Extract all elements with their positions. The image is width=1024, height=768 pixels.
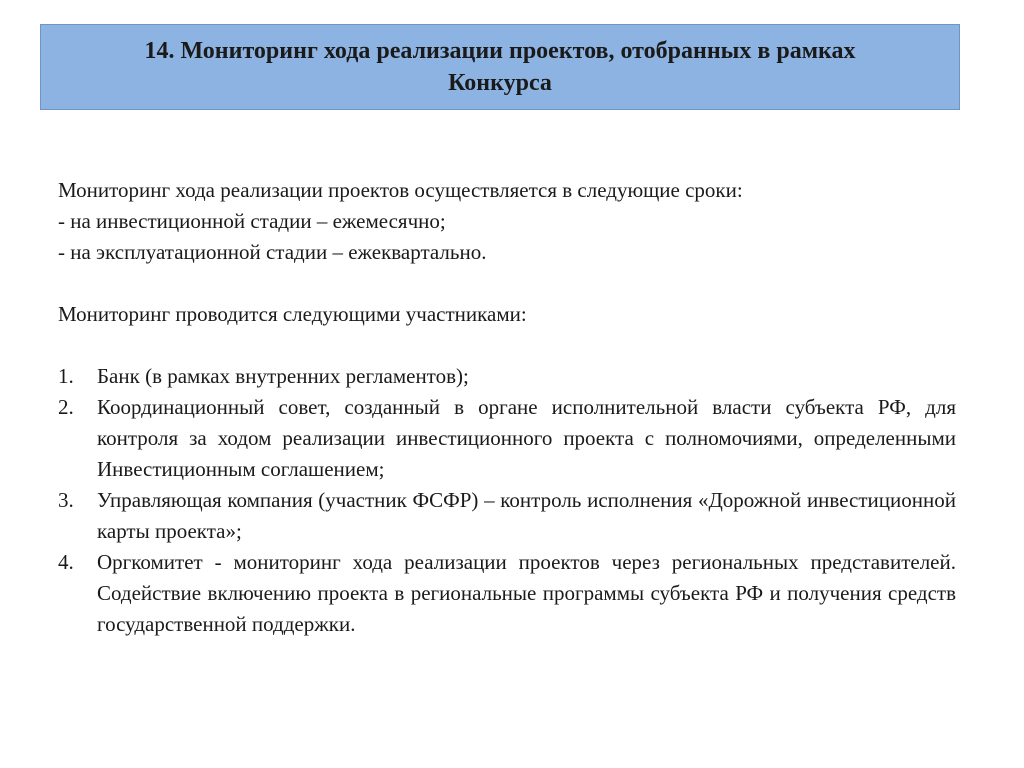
spacer: [58, 330, 956, 361]
list-item-number: 3.: [58, 488, 74, 512]
list-item-text: Управляющая компания (участник ФСФР) – контроль исполнения «Дорожной инвестиционной карты проекта»;: [97, 488, 956, 543]
slide-body: [58, 175, 956, 640]
list-item-number: 2.: [58, 395, 74, 419]
slide-title-line-2: Конкурса: [448, 70, 552, 96]
slide-title-line-1: 14. Мониторинг хода реализации проектов, отобранных в рамках: [144, 38, 856, 64]
list-item: [58, 392, 956, 485]
list-item: [58, 547, 956, 640]
intro-line-2: - на инвестиционной стадии – ежемесячно;: [58, 209, 446, 233]
slide-title: [114, 35, 885, 99]
spacer: [58, 268, 956, 299]
participants-heading: Мониторинг проводится следующими участниками:: [58, 302, 527, 326]
list-item: [58, 485, 956, 547]
list-item: [58, 361, 956, 392]
list-item-text: Оргкомитет - мониторинг хода реализации проектов через региональных представителей. Содействие включению проекта в региональные программы субъекта РФ и получения средств государственной поддержки.: [97, 550, 956, 636]
list-item-text: Банк (в рамках внутренних регламентов);: [97, 364, 469, 388]
list-item-number: 4.: [58, 550, 74, 574]
list-item-number: 1.: [58, 364, 74, 388]
intro-line-1: Мониторинг хода реализации проектов осуществляется в следующие сроки:: [58, 178, 743, 202]
list-item-text: Координационный совет, созданный в органе исполнительной власти субъекта РФ, для контроля за ходом реализации инвестиционного проекта с полномочиями, определенными Инвестиционным соглашением;: [97, 395, 956, 481]
slide-title-banner: [40, 24, 960, 110]
participants-list: [58, 361, 956, 640]
intro-line-3: - на эксплуатационной стадии – ежеквартально.: [58, 240, 487, 264]
